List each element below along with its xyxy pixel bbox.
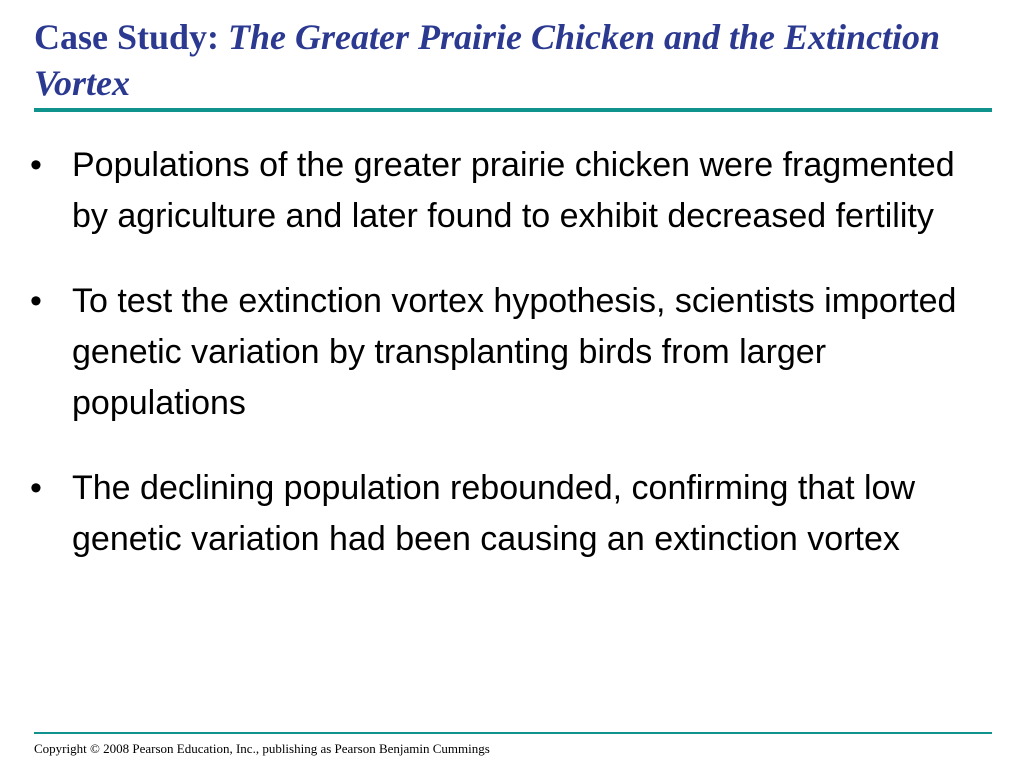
title-subtitle: The Greater Prairie Chicken and the Extinction Vortex	[34, 17, 941, 103]
bullet-text: Populations of the greater prairie chicken were fragmented by agriculture and later found to exhibit decreased fertility	[72, 146, 955, 235]
title-divider	[34, 108, 992, 112]
bullet-text: To test the extinction vortex hypothesis, scientists imported genetic variation by transplanting birds from larger populations	[72, 282, 957, 422]
footer-divider	[34, 732, 992, 734]
slide-title	[34, 14, 994, 106]
copyright-footer: Copyright © 2008 Pearson Education, Inc., publishing as Pearson Benjamin Cummings	[34, 741, 490, 756]
title-prefix: Case Study:	[34, 17, 229, 57]
bullet-item	[30, 140, 990, 242]
bullet-list	[30, 140, 990, 599]
bullet-item	[30, 276, 990, 429]
bullet-item	[30, 463, 990, 565]
bullet-text: The declining population rebounded, confirming that low genetic variation had been causing an extinction vortex	[72, 469, 915, 558]
bullet-dot-icon: •	[30, 146, 42, 184]
bullet-dot-icon: •	[30, 282, 42, 320]
bullet-dot-icon: •	[30, 469, 42, 507]
